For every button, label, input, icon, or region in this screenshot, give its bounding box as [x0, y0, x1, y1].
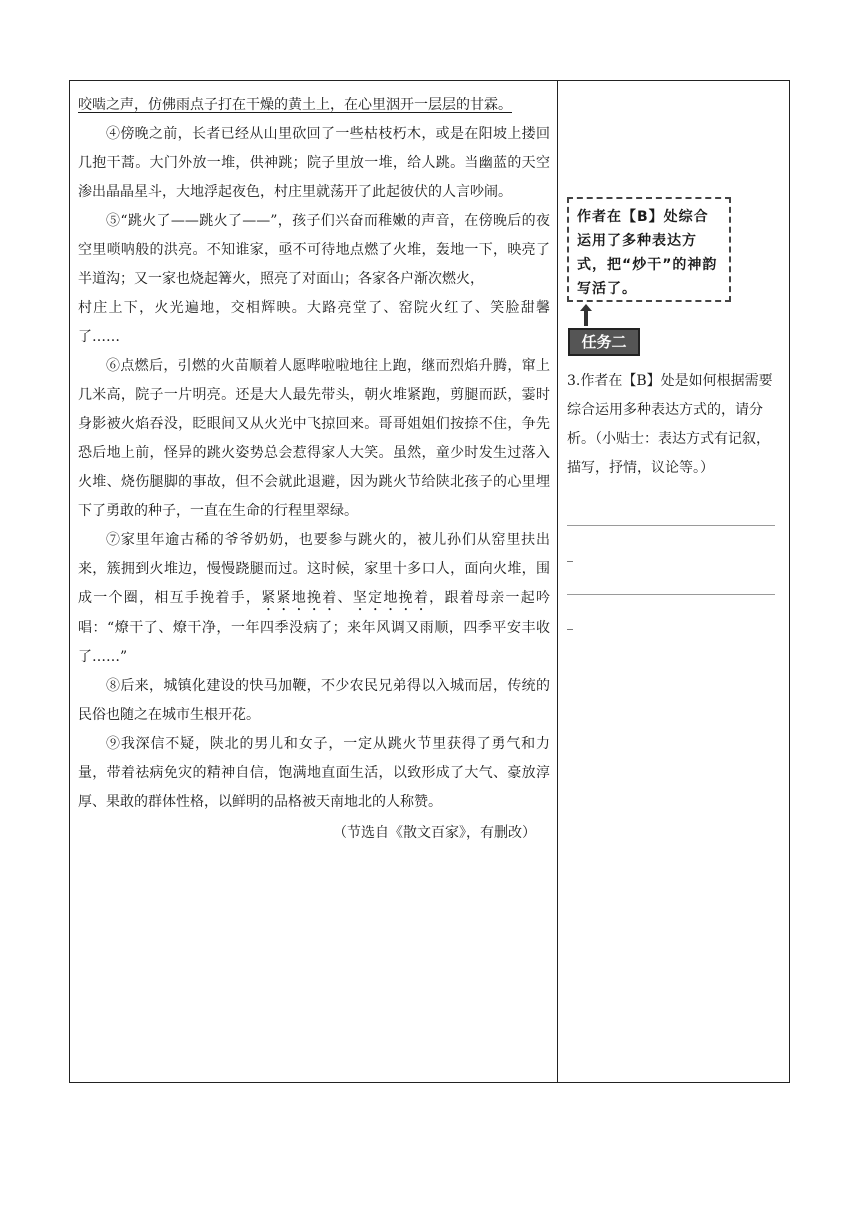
task-label-badge: 任务二 [568, 328, 640, 356]
answer-line-1-tail [567, 561, 573, 562]
passage-paragraph-6: ⑥点燃后，引燃的火苗顺着人愿哔啦啦地往上跑，继而烈焰升腾，窜上几米高，院子一片明亮。还是大人最先带头，朝火堆紧跑，剪腿而跃，霎时身影被火焰吞没，眨眼间又从火光中飞掠回来。哥哥姐姐们按捺不住，争先恐后地上前，怪异的跳火姿势总会惹得家人大笑。虽然，童少时发生过落入火堆、烧伤腿脚的事故，但不会就此退避，因为跳火节给陕北孩子的心里埋下了勇敢的种子，一直在生命的行程里翠绿。 [78, 358, 550, 519]
task-sidebar [558, 81, 789, 1082]
passage-paragraph-5: ⑤“跳火了——跳火了——”，孩子们兴奋而稚嫩的声音，在傍晚后的夜空里唢呐般的洪亮。不知谁家，亟不可待地点燃了火堆，轰地一下，映亮了半道沟；又一家也烧起篝火，照亮了对面山；各家各户渐次燃火， [78, 213, 550, 287]
passage-paragraph-continued: 咬啮之声，仿佛雨点子打在干燥的黄土上，在心里洇开一层层的甘霖。 [78, 97, 512, 113]
passage-paragraph-4: ④傍晚之前，长者已经从山里砍回了一些枯枝朽木，或是在阳坡上搂回几抱干蒿。大门外放一堆，供神跳；院子里放一堆，给人跳。当幽蓝的天空渗出晶晶星斗，大地浮起夜色，村庄里就荡开了此起彼伏的人言吵闹。 [78, 126, 550, 200]
answer-line-1[interactable] [567, 525, 775, 526]
passage-paragraph-7 [78, 526, 550, 672]
reading-passage [78, 91, 550, 848]
p7-separator: 、 [337, 590, 353, 606]
passage-paragraph-8: ⑧后来，城镇化建设的快马加鞭，不少农民兄弟得以入城而居，传统的民俗也随之在城市生根开花。 [78, 678, 550, 723]
answer-line-2-tail [567, 629, 573, 630]
p7-text-after: ，跟着母亲一起吟唱：“燎干了、燎干净，一年四季没病了；来年风调又雨顺，四季平安丰收了……” [78, 590, 551, 665]
answer-line-2[interactable] [567, 594, 775, 595]
passage-paragraph-5-continued: 村庄上下，火光遍地，交相辉映。大路亮堂了、窑院火红了、笑脸甜馨了…… [78, 300, 550, 345]
annotation-note: 作者在【B】处综合运用了多种表达方式，把“炒干”的神韵写活了。 [567, 197, 731, 302]
dotted-phrase-2: 坚定地挽着 [352, 590, 430, 606]
arrow-up-icon [580, 304, 592, 326]
dotted-phrase-1: 紧紧地挽着 [261, 590, 338, 606]
worksheet-table [69, 80, 790, 1083]
question-3: 3.作者在【B】处是如何根据需要综合运用多种表达方式的，请分析。（小贴士：表达方式有记叙，描写，抒情，议论等。） [567, 373, 773, 476]
p7-text-before: ⑦家里年逾古稀的爷爷奶奶，也要参与跳火的，被儿孙们从窑里扶出来，簇拥到火堆边，慢慢跷腿而过。这时候，家里十多口人，面向火堆，围成一个圈，相互手挽着手， [78, 532, 550, 606]
passage-paragraph-9: ⑨我深信不疑，陕北的男儿和女子，一定从跳火节里获得了勇气和力量，带着祛病免灾的精神自信，饱满地直面生活，以致形成了大气、豪放淳厚、果敢的群体性格，以鲜明的品格被天南地北的人称赞。 [78, 736, 550, 810]
source-citation: （节选自《散文百家》，有删改） [333, 825, 536, 841]
